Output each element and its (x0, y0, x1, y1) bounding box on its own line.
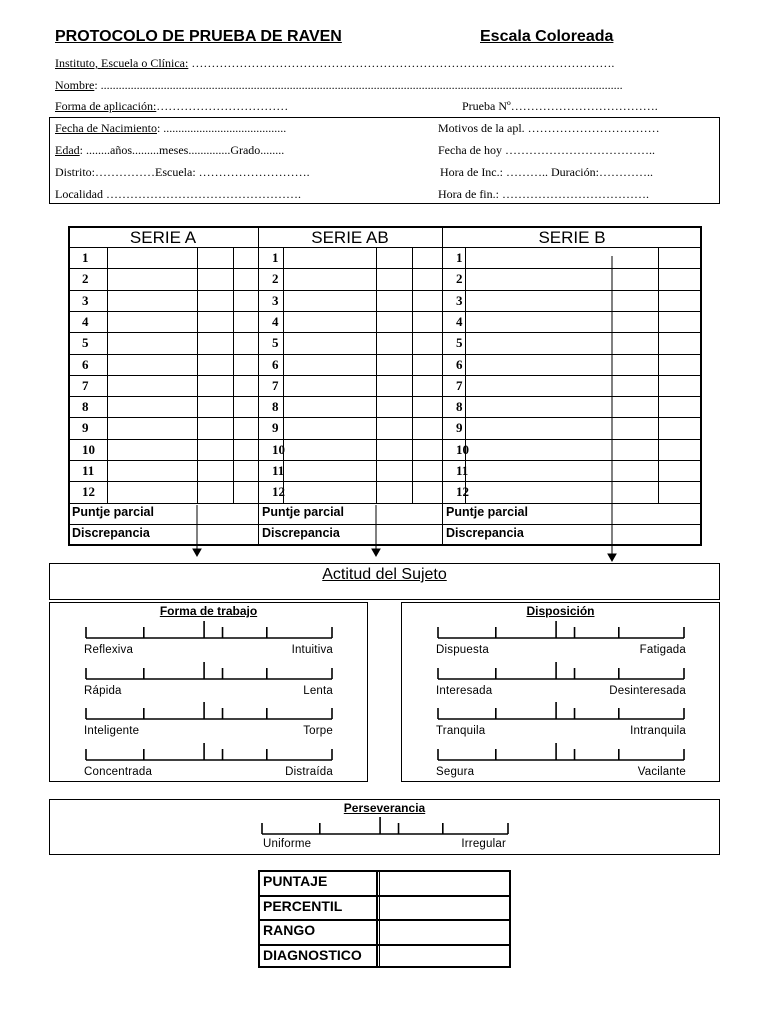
series-row-number: 9 (82, 420, 89, 435)
results-label: RANGO (263, 922, 316, 938)
nombre-dots: : .............................................................................................................................................................................. (94, 78, 623, 92)
series-row-number: 12 (456, 484, 469, 499)
forma-trabajo-scale[interactable] (86, 702, 332, 719)
scale-left-label: Tranquila (436, 725, 486, 737)
series-row-number: 4 (82, 314, 89, 329)
scale-right-label: Intranquila (630, 725, 686, 737)
series-row-number: 12 (272, 484, 285, 499)
perseverancia-scale[interactable] (262, 817, 508, 834)
fecha-hoy-field[interactable]: Fecha de hoy ……………………………….. (438, 143, 655, 157)
forma-trabajo-scale[interactable] (86, 621, 332, 638)
results-label: DIAGNOSTICO (263, 947, 362, 963)
puntaje-parcial-label: Puntje parcial (262, 505, 344, 519)
series-row-number: 11 (456, 463, 469, 478)
disposicion-scale[interactable] (438, 621, 684, 638)
series-row-number: 5 (272, 335, 279, 350)
forma-aplicacion-label: Forma de aplicación: (55, 99, 157, 113)
series-row-number: 1 (272, 250, 279, 265)
series-row-number: 6 (272, 357, 279, 372)
series-row-number: 11 (82, 463, 95, 478)
series-row-number: 2 (272, 271, 279, 286)
hora-fin-field[interactable]: Hora de fin.: ………………………………. (438, 187, 649, 201)
series-row-number: 12 (82, 484, 95, 499)
series-row-number: 4 (272, 314, 279, 329)
fecha-nacimiento-dots: : ......................................... (156, 121, 287, 135)
page-subtitle: Escala Coloreada (480, 28, 614, 45)
scale-right-label: Distraída (285, 766, 333, 778)
discrepancia-label: Discrepancia (72, 526, 150, 540)
series-row-number: 5 (82, 335, 89, 350)
perseverancia-left-label: Uniforme (263, 838, 312, 850)
series-row-number: 7 (456, 378, 463, 393)
series-row-number: 5 (456, 335, 463, 350)
series-row-number: 11 (272, 463, 285, 478)
results-label: PERCENTIL (263, 898, 343, 914)
puntaje-parcial-label: Puntje parcial (446, 505, 528, 519)
hora-inicio-field[interactable]: Hora de Inc.: ……….. Duración:………….. (440, 165, 653, 179)
series-row-number: 6 (82, 357, 89, 372)
disposicion-scale[interactable] (438, 743, 684, 760)
scale-left-label: Concentrada (84, 766, 153, 778)
perseverancia-right-label: Irregular (461, 838, 506, 850)
series-header-3: SERIE B (538, 228, 606, 247)
scale-left-label: Rápida (84, 685, 122, 697)
forma-aplicacion-dots: …………………………… (156, 99, 289, 113)
disposicion-scale[interactable] (438, 662, 684, 679)
series-row-number: 2 (456, 271, 463, 286)
forma-trabajo-scale[interactable] (86, 662, 332, 679)
series-row-number: 8 (82, 399, 89, 414)
scale-right-label: Desinteresada (609, 685, 686, 697)
series-row-number: 9 (456, 420, 463, 435)
discrepancia-label: Discrepancia (262, 526, 340, 540)
series-row-number: 6 (456, 357, 463, 372)
scale-left-label: Interesada (436, 685, 493, 697)
instituto-label: Instituto, Escuela o Clínica: (55, 56, 189, 70)
series-row-number: 4 (456, 314, 463, 329)
scale-right-label: Fatigada (639, 644, 686, 656)
series-row-number: 1 (456, 250, 463, 265)
series-row-number: 10 (82, 442, 95, 457)
series-row-number: 3 (82, 293, 89, 308)
series-header-1: SERIE A (129, 228, 197, 247)
series-row-number: 1 (82, 250, 89, 265)
series-row-number: 10 (272, 442, 285, 457)
series-header-2: SERIE AB (311, 228, 389, 247)
series-row-number: 10 (456, 442, 469, 457)
scale-right-label: Lenta (303, 685, 333, 697)
perseverancia-title: Perseverancia (343, 801, 426, 815)
puntaje-parcial-label: Puntje parcial (72, 505, 154, 519)
series-row-number: 3 (272, 293, 279, 308)
scale-left-label: Segura (436, 766, 475, 778)
edad-label: Edad (55, 143, 80, 157)
localidad-field[interactable]: Localidad …………………………………………. (55, 187, 301, 201)
scale-left-label: Reflexiva (84, 644, 134, 656)
prueba-field[interactable]: Prueba Nº………………………………. (462, 99, 658, 113)
edad-rest: : ........años.........meses..............Grado........ (79, 143, 285, 157)
actitud-title: Actitud del Sujeto (322, 566, 447, 583)
series-row-number: 7 (272, 378, 279, 393)
series-row-number: 8 (456, 399, 463, 414)
scale-right-label: Vacilante (637, 766, 686, 778)
disposicion-scale[interactable] (438, 702, 684, 719)
series-row-number: 9 (272, 420, 279, 435)
results-value-cell[interactable] (382, 872, 507, 893)
fecha-nacimiento-label: Fecha de Nacimiento (55, 121, 157, 135)
results-value-cell[interactable] (382, 897, 507, 918)
scale-left-label: Inteligente (84, 725, 140, 737)
page-title: PROTOCOLO DE PRUEBA DE RAVEN (55, 28, 342, 45)
instituto-dots: ……………………………………………………………………………………………. (188, 56, 615, 70)
results-label: PUNTAJE (263, 873, 328, 889)
results-value-cell[interactable] (382, 921, 507, 942)
distrito-escuela-field[interactable]: Distrito:……………Escuela: ………………………. (55, 165, 310, 179)
discrepancia-label: Discrepancia (446, 526, 524, 540)
disposicion-title: Disposición (526, 604, 595, 618)
series-row-number: 8 (272, 399, 279, 414)
series-row-number: 3 (456, 293, 463, 308)
results-value-cell[interactable] (382, 946, 507, 967)
motivos-field[interactable]: Motivos de la apl. …………………………… (438, 121, 660, 135)
series-row-number: 7 (82, 378, 89, 393)
scale-right-label: Intuitiva (291, 644, 333, 656)
series-row-number: 2 (82, 271, 89, 286)
forma-trabajo-title: Forma de trabajo (159, 604, 258, 618)
scale-left-label: Dispuesta (436, 644, 489, 656)
scale-right-label: Torpe (303, 725, 333, 737)
forma-trabajo-scale[interactable] (86, 743, 332, 760)
nombre-label: Nombre (55, 78, 95, 92)
